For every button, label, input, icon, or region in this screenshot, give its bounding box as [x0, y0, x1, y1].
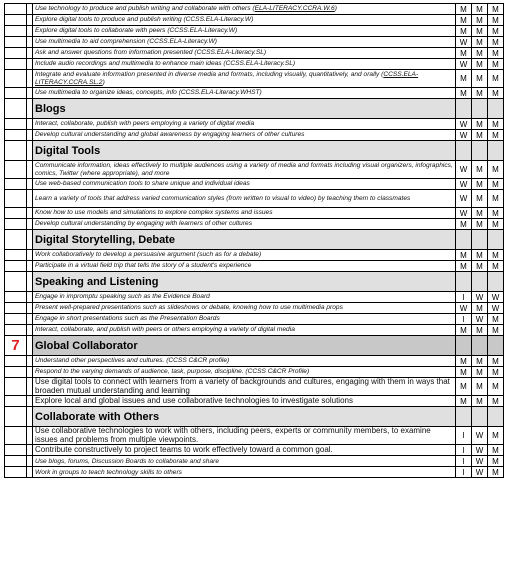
level-code: M	[488, 161, 504, 179]
level-code: M	[472, 70, 488, 88]
level-code: M	[472, 26, 488, 37]
shaded-cell	[456, 336, 472, 356]
table-row	[5, 378, 504, 396]
number-cell	[5, 208, 27, 219]
objective-label: Know how to use models and simulations to explore complex systems and issues	[35, 209, 273, 217]
level-code: M	[488, 378, 504, 396]
level-code: M	[488, 356, 504, 367]
level-code: M	[488, 467, 504, 478]
objective-text	[33, 119, 456, 130]
level-code: M	[472, 208, 488, 219]
objective-label: Use collaborative technologies to work with others, including peers, experts or community members, to examine issues and problems from multiple viewpoints.	[35, 426, 431, 444]
objective-label: Work collaboratively to develop a persuasive argument (such as for a debate)	[35, 251, 262, 259]
section-title: Collaborate with Others	[33, 407, 456, 427]
level-code: W	[456, 190, 472, 208]
objective-text	[33, 292, 456, 303]
objective-text	[33, 445, 456, 456]
number-cell	[5, 456, 27, 467]
section-row	[5, 407, 504, 427]
objective-label: Interact, collaborate, publish with peers employing a variety of digital media	[35, 120, 255, 128]
shaded-cell	[472, 272, 488, 292]
shaded-cell	[488, 141, 504, 161]
level-code: M	[456, 26, 472, 37]
number-cell	[5, 427, 27, 445]
number-cell	[5, 179, 27, 190]
level-code: W	[456, 161, 472, 179]
section-title: Digital Storytelling, Debate	[33, 230, 456, 250]
objective-text	[33, 367, 456, 378]
number-cell	[5, 161, 27, 179]
section-number	[5, 272, 27, 292]
number-cell	[5, 314, 27, 325]
level-code: M	[488, 396, 504, 407]
table-row	[5, 456, 504, 467]
objective-text	[33, 325, 456, 336]
shaded-cell	[456, 407, 472, 427]
section-title: Speaking and Listening	[33, 272, 456, 292]
objective-label: Use blogs, forums, Discussion Boards to collaborate and share	[35, 457, 219, 465]
objective-text	[33, 179, 456, 190]
section-number	[5, 407, 27, 427]
objective-label: Participate in a virtual field trip that tells the story of a student's experience	[35, 262, 252, 270]
objective-label: Use multimedia to organize ideas, concepts, info (CCSS.ELA-Literacy.WHST)	[35, 89, 262, 97]
level-code: M	[456, 356, 472, 367]
objective-text	[33, 261, 456, 272]
objective-text	[33, 4, 456, 15]
number-cell	[5, 367, 27, 378]
level-code: M	[472, 367, 488, 378]
objective-label: Integrate and evaluate information presented in diverse media and formats, including visually, quantitatively, and orally (	[35, 71, 384, 79]
standard-link[interactable]: CCSS.ELA-LITERACY.CCRA.SL.2	[35, 71, 419, 86]
table-row	[5, 303, 504, 314]
table-row	[5, 467, 504, 478]
table-row	[5, 88, 504, 99]
level-code: M	[456, 15, 472, 26]
number-cell	[5, 396, 27, 407]
section-row	[5, 141, 504, 161]
level-code: M	[456, 219, 472, 230]
section-number	[5, 230, 27, 250]
number-cell	[5, 325, 27, 336]
level-code: W	[456, 208, 472, 219]
level-code: M	[488, 208, 504, 219]
number-cell	[5, 219, 27, 230]
level-code: M	[456, 4, 472, 15]
level-code: M	[488, 4, 504, 15]
section-number: 7	[5, 336, 27, 356]
number-cell	[5, 190, 27, 208]
objective-text	[33, 130, 456, 141]
number-cell	[5, 26, 27, 37]
level-code: W	[488, 292, 504, 303]
objective-label: Use technology to produce and publish writing and collaborate with others (	[35, 5, 255, 13]
level-code: M	[488, 59, 504, 70]
level-code: W	[456, 130, 472, 141]
objective-label: Respond to the varying demands of audience, task, purpose, discipline. (CCSS C&CR Profile)	[35, 368, 310, 376]
table-row	[5, 26, 504, 37]
objective-text	[33, 303, 456, 314]
objective-label: Learn a variety of tools that address varied communication styles (from written to visual to video) by teaching them to classmates	[35, 194, 411, 202]
number-cell	[5, 119, 27, 130]
table-row	[5, 37, 504, 48]
objective-text	[33, 15, 456, 26]
objective-text	[33, 48, 456, 59]
objective-label: Include audio recordings and multimedia to enhance main ideas (CCSS.ELA-Literacy.SL)	[35, 60, 296, 68]
number-cell	[5, 37, 27, 48]
table-row	[5, 314, 504, 325]
number-cell	[5, 445, 27, 456]
level-code: W	[472, 427, 488, 445]
objective-text	[33, 37, 456, 48]
level-code: W	[472, 314, 488, 325]
objective-text	[33, 190, 456, 208]
number-cell	[5, 356, 27, 367]
level-code: M	[456, 250, 472, 261]
objective-text	[33, 208, 456, 219]
shaded-cell	[472, 407, 488, 427]
shaded-cell	[488, 407, 504, 427]
table-row	[5, 15, 504, 26]
number-cell	[5, 88, 27, 99]
objective-label: Explore digital tools to collaborate with peers (CCSS.ELA-Literacy.W)	[35, 27, 238, 35]
level-code: M	[456, 48, 472, 59]
level-code: I	[456, 456, 472, 467]
level-code: W	[472, 467, 488, 478]
shaded-cell	[456, 141, 472, 161]
table-row	[5, 325, 504, 336]
section-row	[5, 336, 504, 356]
level-code: I	[456, 467, 472, 478]
section-number	[5, 141, 27, 161]
section-title: Blogs	[33, 99, 456, 119]
objective-label: Contribute constructively to project teams to work effectively toward a common goal.	[35, 445, 333, 455]
objective-text	[33, 250, 456, 261]
table-row	[5, 292, 504, 303]
shaded-cell	[488, 272, 504, 292]
shaded-cell	[488, 230, 504, 250]
objective-text	[33, 314, 456, 325]
table-row	[5, 219, 504, 230]
objective-text	[33, 427, 456, 445]
objective-text	[33, 219, 456, 230]
level-code: W	[472, 445, 488, 456]
level-code: I	[456, 292, 472, 303]
level-code: W	[456, 179, 472, 190]
level-code: M	[456, 396, 472, 407]
level-code: W	[472, 456, 488, 467]
number-cell	[5, 59, 27, 70]
shaded-cell	[456, 272, 472, 292]
level-code: M	[456, 261, 472, 272]
objective-label: Develop cultural understanding and global awareness by engaging learners of other cultures	[35, 131, 305, 139]
table-row	[5, 208, 504, 219]
level-code: M	[472, 396, 488, 407]
level-code: M	[456, 367, 472, 378]
table-row	[5, 48, 504, 59]
number-cell	[5, 130, 27, 141]
objective-label: Develop cultural understanding by engaging with learners of other cultures	[35, 220, 252, 228]
objective-text	[33, 356, 456, 367]
level-code: M	[488, 367, 504, 378]
level-code: M	[488, 119, 504, 130]
level-code: W	[456, 59, 472, 70]
shaded-cell	[456, 230, 472, 250]
number-cell	[5, 378, 27, 396]
level-code: I	[456, 445, 472, 456]
objective-label: Communicate information, ideas effectively to multiple audiences using a variety of media and formats including visual organizers, infographics, comics, Twitter (where appropriate), and more	[35, 162, 453, 177]
objective-text	[33, 70, 456, 88]
level-code: M	[488, 190, 504, 208]
number-cell	[5, 4, 27, 15]
level-code: M	[472, 48, 488, 59]
table-row	[5, 179, 504, 190]
objective-label: Understand other perspectives and cultures. (CCSS C&CR profile)	[35, 357, 230, 365]
objective-text	[33, 88, 456, 99]
level-code: M	[472, 378, 488, 396]
level-code: M	[472, 37, 488, 48]
level-code: M	[488, 261, 504, 272]
level-code: M	[488, 325, 504, 336]
level-code: M	[488, 37, 504, 48]
level-code: M	[472, 179, 488, 190]
level-code: M	[456, 378, 472, 396]
level-code: W	[456, 303, 472, 314]
section-number	[5, 99, 27, 119]
level-code: M	[472, 4, 488, 15]
objective-label: Engage in short presentations such as the Presentation Boards	[35, 315, 220, 323]
level-code: M	[456, 70, 472, 88]
level-code: M	[472, 88, 488, 99]
shaded-cell	[488, 99, 504, 119]
level-code: W	[456, 119, 472, 130]
number-cell	[5, 303, 27, 314]
level-code: M	[488, 250, 504, 261]
level-code: M	[456, 88, 472, 99]
number-cell	[5, 250, 27, 261]
number-cell	[5, 467, 27, 478]
shaded-cell	[456, 99, 472, 119]
level-code: M	[472, 15, 488, 26]
section-title: Global Collaborator	[33, 336, 456, 356]
level-code: M	[488, 314, 504, 325]
table-row	[5, 59, 504, 70]
objective-text	[33, 467, 456, 478]
level-code: M	[472, 219, 488, 230]
objective-label: Use web-based communication tools to share unique and individual ideas	[35, 180, 250, 188]
level-code: M	[488, 48, 504, 59]
level-code: I	[456, 314, 472, 325]
table-row	[5, 250, 504, 261]
curriculum-table	[4, 3, 504, 478]
section-row	[5, 230, 504, 250]
level-code: M	[472, 190, 488, 208]
level-code: M	[472, 161, 488, 179]
objective-label: Explore digital tools to produce and publish writing (CCSS.ELA-Literacy.W)	[35, 16, 254, 24]
objective-text	[33, 456, 456, 467]
level-code: W	[456, 37, 472, 48]
table-row	[5, 70, 504, 88]
objective-text	[33, 161, 456, 179]
level-code: M	[488, 219, 504, 230]
level-code: I	[456, 427, 472, 445]
objective-text	[33, 59, 456, 70]
table-row	[5, 367, 504, 378]
level-code: M	[488, 445, 504, 456]
table-row	[5, 445, 504, 456]
level-code: M	[472, 325, 488, 336]
number-cell	[5, 15, 27, 26]
level-code: M	[488, 26, 504, 37]
table-row	[5, 130, 504, 141]
level-code: W	[488, 303, 504, 314]
level-code: M	[488, 179, 504, 190]
objective-label: Interact, collaborate, and publish with peers or others employing a variety of digital media	[35, 326, 295, 334]
level-code: M	[472, 303, 488, 314]
objective-text	[33, 396, 456, 407]
table-row	[5, 190, 504, 208]
section-title: Digital Tools	[33, 141, 456, 161]
closing-paren: )	[334, 5, 337, 13]
objective-label: Engage in impromptu speaking such as the Evidence Board	[35, 293, 210, 301]
table-row	[5, 356, 504, 367]
level-code: M	[472, 130, 488, 141]
shaded-cell	[488, 336, 504, 356]
number-cell	[5, 261, 27, 272]
level-code: W	[472, 292, 488, 303]
table-row	[5, 119, 504, 130]
objective-text	[33, 378, 456, 396]
level-code: M	[488, 130, 504, 141]
level-code: M	[488, 15, 504, 26]
objective-label: Use multimedia to aid comprehension (CCSS.ELA-Literacy.W)	[35, 38, 218, 46]
table-row	[5, 427, 504, 445]
section-row	[5, 272, 504, 292]
closing-paren: )	[102, 78, 105, 86]
level-code: M	[488, 427, 504, 445]
level-code: M	[456, 325, 472, 336]
number-cell	[5, 292, 27, 303]
standard-link[interactable]: ELA-LITERACY.CCRA.W.6	[254, 5, 335, 13]
number-cell	[5, 70, 27, 88]
shaded-cell	[472, 230, 488, 250]
table-row	[5, 161, 504, 179]
objective-text	[33, 26, 456, 37]
shaded-cell	[472, 99, 488, 119]
shaded-cell	[472, 141, 488, 161]
objective-label: Use digital tools to connect with learners from a variety of backgrounds and cultures, engaging with them in ways that broaden mutual understanding and learning	[35, 377, 450, 395]
objective-label: Ask and answer questions from information presented (CCSS.ELA-Literacy.SL)	[35, 49, 267, 57]
level-code: M	[472, 59, 488, 70]
table-row	[5, 4, 504, 15]
number-cell	[5, 48, 27, 59]
level-code: M	[472, 119, 488, 130]
section-row	[5, 99, 504, 119]
level-code: M	[488, 456, 504, 467]
objective-label: Explore local and global issues and use collaborative technologies to investigate solutions	[35, 395, 353, 405]
table-row	[5, 396, 504, 407]
shaded-cell	[472, 336, 488, 356]
table-row	[5, 261, 504, 272]
level-code: M	[472, 250, 488, 261]
objective-label: Work in groups to teach technology skills to others	[35, 468, 182, 476]
level-code: M	[488, 70, 504, 88]
objective-label: Present well-prepared presentations such as slideshows or debate, knowing how to use multimedia props	[35, 304, 343, 312]
level-code: M	[472, 356, 488, 367]
level-code: M	[472, 261, 488, 272]
level-code: M	[488, 88, 504, 99]
